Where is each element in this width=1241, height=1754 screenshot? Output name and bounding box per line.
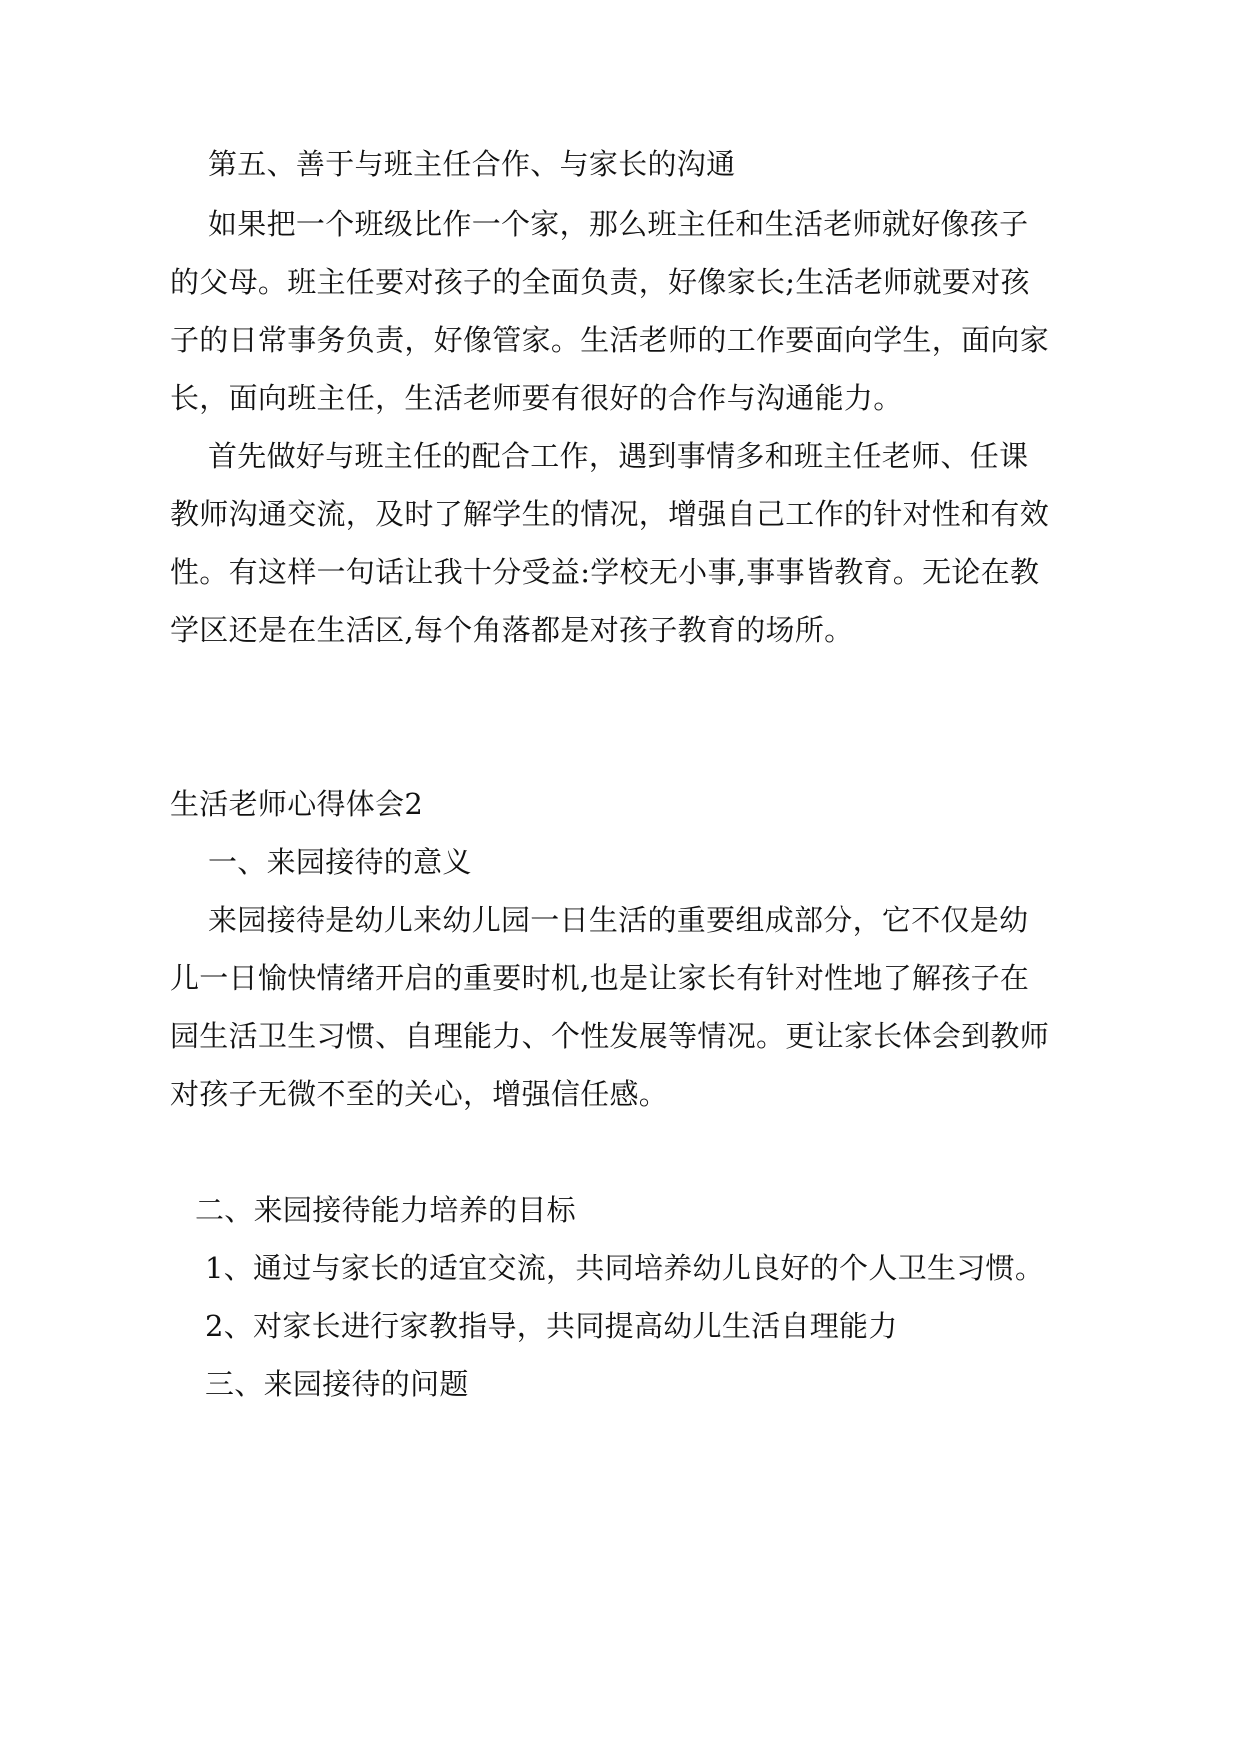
document-title: 生活老师心得体会2 <box>170 787 424 821</box>
paragraph-line: 长，面向班主任，生活老师要有很好的合作与沟通能力。 <box>170 381 903 415</box>
paragraph-line: 来园接待是幼儿来幼儿园一日生活的重要组成部分，它不仅是幼 <box>208 903 1029 937</box>
list-item: 1、通过与家长的适宜交流，共同培养幼儿良好的个人卫生习惯。 <box>205 1251 1045 1285</box>
paragraph-line: 首先做好与班主任的配合工作，遇到事情多和班主任老师、任课 <box>208 439 1029 473</box>
section-heading-three: 三、来园接待的问题 <box>205 1367 469 1401</box>
paragraph-line: 园生活卫生习惯、自理能力、个性发展等情况。更让家长体会到教师 <box>170 1019 1050 1053</box>
paragraph-line: 性。有这样一句话让我十分受益:学校无小事,事事皆教育。无论在教 <box>170 555 1040 589</box>
paragraph-line: 如果把一个班级比作一个家，那么班主任和生活老师就好像孩子 <box>208 207 1029 241</box>
paragraph-line: 对孩子无微不至的关心，增强信任感。 <box>170 1077 669 1111</box>
paragraph-line: 的父母。班主任要对孩子的全面负责，好像家长;生活老师就要对孩 <box>170 265 1030 299</box>
list-item: 2、对家长进行家教指导，共同提高幼儿生活自理能力 <box>205 1309 898 1343</box>
paragraph-line: 学区还是在生活区,每个角落都是对孩子教育的场所。 <box>170 613 854 647</box>
paragraph-line: 子的日常事务负责，好像管家。生活老师的工作要面向学生，面向家 <box>170 323 1050 357</box>
section-heading-two: 二、来园接待能力培养的目标 <box>195 1193 576 1227</box>
section-heading-fifth: 第五、善于与班主任合作、与家长的沟通 <box>208 147 736 181</box>
paragraph-line: 儿一日愉快情绪开启的重要时机,也是让家长有针对性地了解孩子在 <box>170 961 1030 995</box>
paragraph-line: 教师沟通交流，及时了解学生的情况，增强自己工作的针对性和有效 <box>170 497 1050 531</box>
section-heading-one: 一、来园接待的意义 <box>208 845 472 879</box>
